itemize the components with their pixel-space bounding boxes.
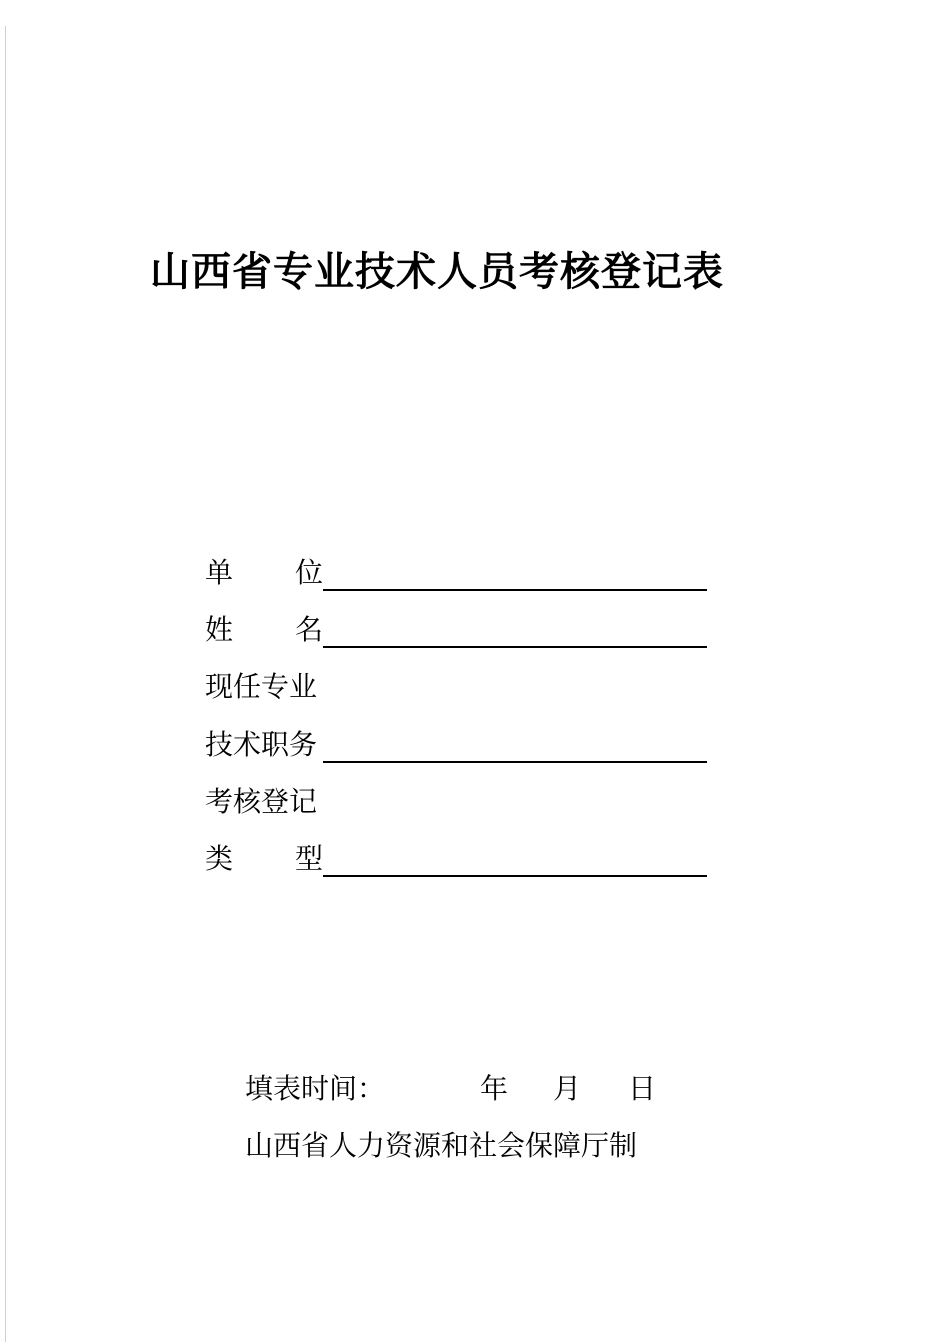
field-position-input-line[interactable] [323,731,707,763]
field-name-label-char2: 名 [294,613,323,646]
field-type [205,841,725,877]
field-unit-label [205,555,323,591]
field-unit-input-line[interactable] [323,559,707,591]
field-position-label-line1: 现任专业 [205,670,318,703]
field-unit-label-char1: 单 [205,556,234,589]
field-position [205,727,725,763]
page-edge-divider [5,26,6,1342]
field-name-input-line[interactable] [323,616,707,648]
field-type-label-char1: 类 [205,842,234,875]
date-month-label: 月 [553,1072,582,1105]
field-type-label [205,841,323,877]
field-name-label [205,612,323,648]
field-position-line1 [205,669,725,705]
field-name-label-char1: 姓 [205,613,234,646]
field-type-line1 [205,784,725,820]
field-type-label-char2: 型 [294,842,323,875]
field-unit-label-char2: 位 [294,556,323,589]
field-unit [205,555,725,591]
field-type-label-line1: 考核登记 [205,785,318,818]
fill-time-label: 填表时间： [245,1072,386,1105]
field-name [205,612,725,648]
date-day-label: 日 [628,1072,657,1105]
issuer-label: 山西省人力资源和社会保障厅制 [245,1129,638,1162]
date-year-label: 年 [480,1072,509,1105]
field-position-label-line2: 技术职务 [205,728,318,761]
field-type-input-line[interactable] [323,845,707,877]
form-title: 山西省专业技术人员考核登记表 [150,248,724,295]
